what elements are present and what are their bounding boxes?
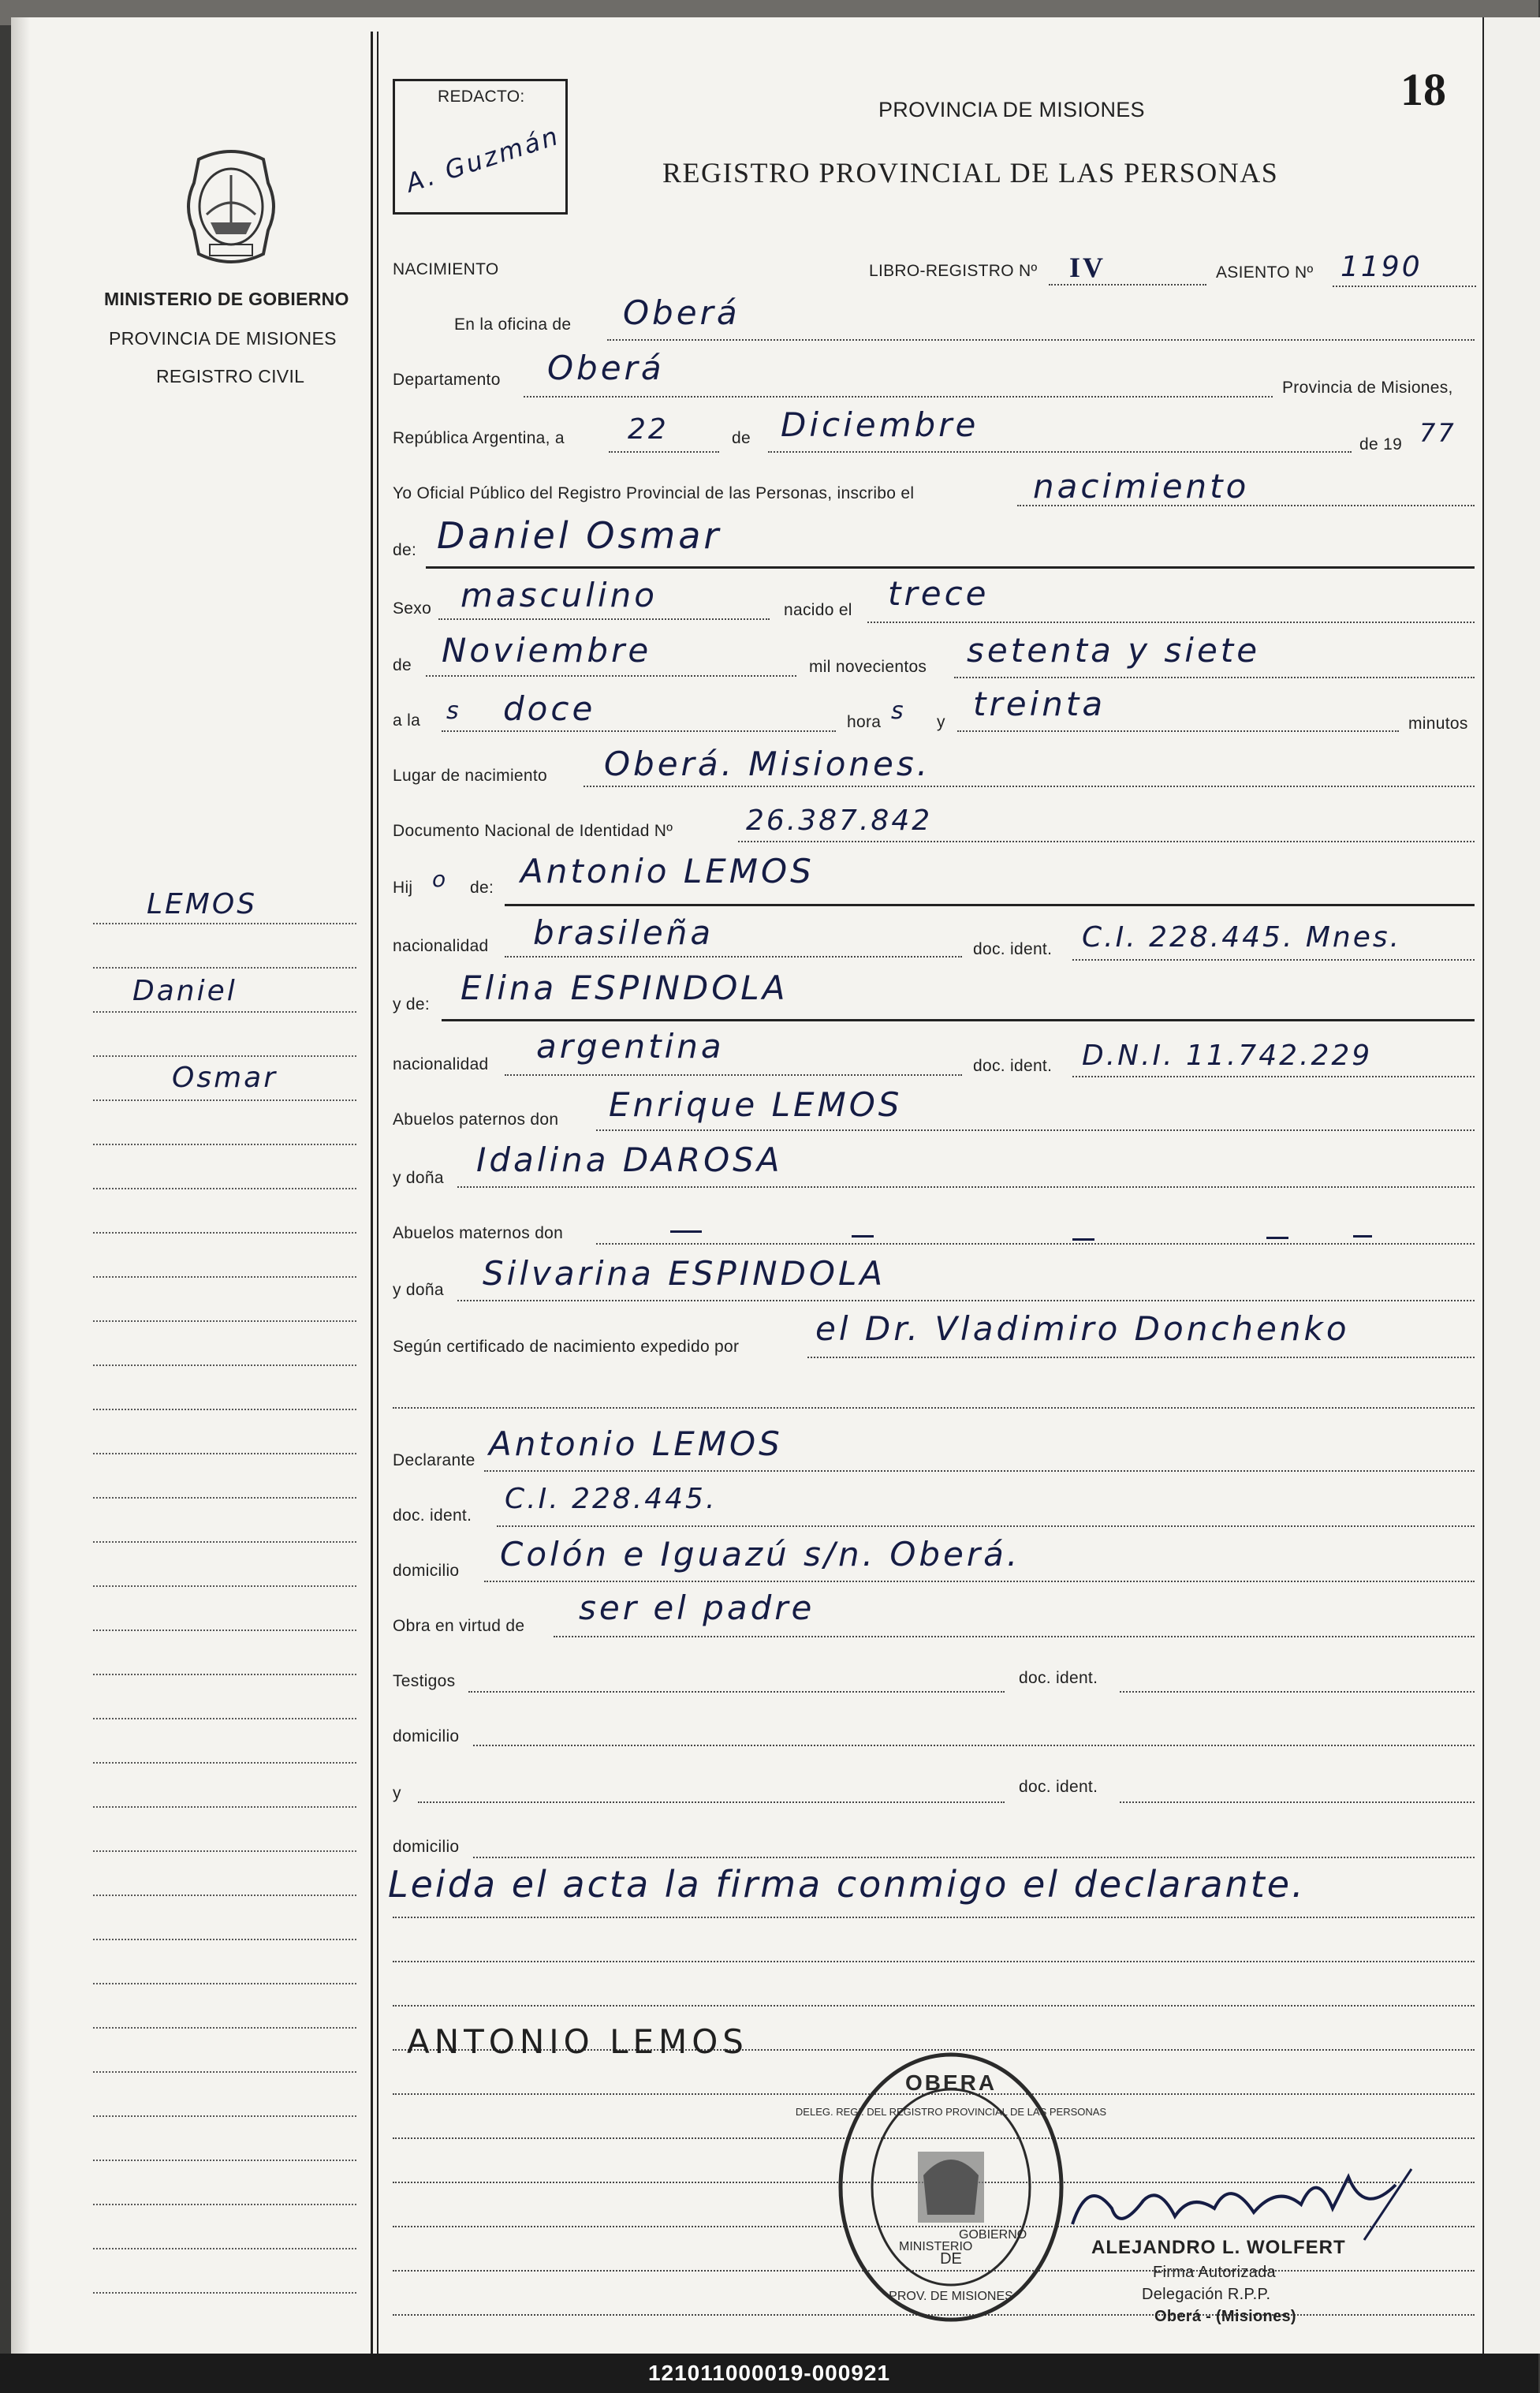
stamp-right-text: GOBIERNO	[959, 2228, 1027, 2242]
margin-ruled-line	[93, 1055, 356, 1057]
label-declarante: Declarante	[393, 1451, 475, 1469]
header-province: PROVINCIA DE MISIONES	[878, 98, 1145, 121]
official-stamp-icon	[795, 2049, 1107, 2325]
signature-name: ALEJANDRO L. WOLFERT	[1091, 2237, 1346, 2258]
stamp-top-text: OBERA	[904, 2070, 997, 2095]
ruled-line	[393, 2005, 1475, 2007]
value-abuelo-paterno: Enrique LEMOS	[609, 1085, 903, 1124]
dash-mark	[1266, 1237, 1288, 1239]
label-minutos: minutos	[1408, 715, 1468, 733]
dash-mark	[1072, 1238, 1094, 1241]
label-doc-madre: doc. ident.	[973, 1057, 1053, 1075]
margin-ruled-line	[93, 967, 356, 969]
value-lugar: Oberá. Misiones.	[604, 745, 931, 783]
dash-mark	[852, 1235, 874, 1238]
dash-mark	[670, 1230, 702, 1233]
document-id-footer: 121011000019-000921	[0, 2354, 1538, 2393]
label-obra: Obra en virtud de	[393, 1617, 525, 1635]
value-year: 77	[1419, 418, 1456, 448]
value-abuela-paterna: Idalina DAROSA	[476, 1141, 783, 1179]
label-oficina: En la oficina de	[454, 315, 572, 334]
margin-middle-name: Osmar	[172, 1062, 278, 1094]
label-y-de: y de:	[393, 995, 431, 1014]
value-horas-suffix: s	[891, 697, 906, 725]
page-number: 18	[1400, 64, 1446, 115]
value-a-la-suffix: s	[446, 697, 461, 725]
margin-ruled-line	[93, 2160, 356, 2161]
value-oficina: Oberá	[623, 293, 740, 332]
margin-given-name: Daniel	[132, 975, 237, 1007]
value-asiento: 1190	[1341, 251, 1423, 283]
label-de: de	[732, 429, 751, 447]
margin-divider	[371, 32, 373, 2354]
value-libro: IV	[1069, 252, 1106, 283]
signature-line2: Firma Autorizada	[1153, 2264, 1276, 2281]
signature-line3: Delegación R.P.P.	[1142, 2286, 1271, 2303]
value-abuela-materna: Silvarina ESPINDOLA	[483, 1254, 886, 1293]
margin-ruled-line	[93, 1630, 356, 1631]
margin-ruled-line	[93, 1099, 356, 1101]
margin-divider-inner	[377, 32, 378, 2354]
value-nacionalidad-padre: brasileña	[533, 913, 714, 952]
redacto-label: REDACTO:	[438, 88, 525, 106]
margin-ruled-line	[93, 1232, 356, 1234]
label-oficial: Yo Oficial Público del Registro Provincial de las Personas, inscribo el	[393, 484, 915, 502]
margin-ruled-line	[93, 1497, 356, 1499]
margin-ruled-line	[93, 1144, 356, 1145]
value-mes: Diciembre	[781, 405, 979, 444]
ministry-line1: MINISTERIO DE GOBIERNO	[104, 289, 349, 309]
ruled-line	[393, 1961, 1475, 1962]
margin-ruled-line	[93, 1850, 356, 1852]
next-page-edge	[1482, 17, 1540, 2354]
label-mil-novecientos: mil novecientos	[809, 658, 927, 676]
margin-ruled-line	[93, 1320, 356, 1322]
value-minutos: treinta	[973, 685, 1106, 723]
label-sexo: Sexo	[393, 599, 432, 618]
label-lugar: Lugar de nacimiento	[393, 767, 547, 785]
value-padre: Antonio LEMOS	[520, 852, 815, 890]
margin-ruled-line	[93, 1453, 356, 1454]
label-dni: Documento Nacional de Identidad Nº	[393, 822, 673, 840]
provincial-emblem-icon	[175, 144, 287, 270]
value-certificado: el Dr. Vladimiro Donchenko	[815, 1309, 1350, 1348]
signature-line4: Oberá - (Misiones)	[1154, 2308, 1296, 2325]
margin-ruled-line	[93, 1188, 356, 1189]
label-asiento: ASIENTO Nº	[1216, 263, 1314, 282]
stamp-ring-text: DELEG. REGI. DEL REGISTRO PROVINCIAL DE LAS PERSONAS	[795, 2106, 1107, 2118]
margin-ruled-line	[93, 1541, 356, 1543]
margin-ruled-line	[93, 1585, 356, 1587]
label-nacionalidad-padre: nacionalidad	[393, 937, 489, 955]
margin-ruled-line	[93, 2204, 356, 2205]
label-provincia-misiones: Provincia de Misiones,	[1282, 379, 1453, 397]
value-madre: Elina ESPINDOLA	[461, 969, 789, 1007]
margin-ruled-line	[93, 1011, 356, 1013]
margin-ruled-line	[93, 1983, 356, 1984]
margin-ruled-line	[93, 923, 356, 924]
value-nacionalidad-madre: argentina	[536, 1027, 725, 1066]
label-nacionalidad-madre: nacionalidad	[393, 1055, 489, 1073]
value-oficial: nacimiento	[1033, 467, 1250, 506]
margin-ruled-line	[93, 1276, 356, 1278]
label-abuelos-maternos: Abuelos maternos don	[393, 1224, 564, 1242]
value-dia: 22	[628, 413, 669, 446]
value-nombre: Daniel Osmar	[437, 514, 722, 557]
value-anio-nacimiento: setenta y siete	[967, 631, 1261, 670]
margin-ruled-line	[93, 1364, 356, 1366]
stamp-de-text: DE	[940, 2250, 962, 2268]
label-testigo2-y: y	[393, 1784, 401, 1802]
value-domicilio: Colón e Iguazú s/n. Oberá.	[500, 1535, 1021, 1574]
margin-surname: LEMOS	[147, 888, 258, 920]
label-testigo1-domicilio: domicilio	[393, 1727, 460, 1745]
margin-ruled-line	[93, 1674, 356, 1675]
label-testigo1-doc: doc. ident.	[1019, 1669, 1098, 1687]
margin-ruled-line	[93, 1718, 356, 1719]
label-hijo-de: de:	[470, 879, 494, 897]
margin-ruled-line	[93, 2115, 356, 2117]
redacto-box	[393, 79, 568, 215]
label-testigo2-doc: doc. ident.	[1019, 1778, 1098, 1796]
label-nacido: nacido el	[784, 601, 852, 619]
margin-ruled-line	[93, 1939, 356, 1940]
value-declarante: Antonio LEMOS	[489, 1424, 783, 1463]
value-doc-madre: D.N.I. 11.742.229	[1082, 1040, 1373, 1072]
margin-ruled-line	[93, 1762, 356, 1764]
margin-ruled-line	[93, 2248, 356, 2249]
label-departamento: Departamento	[393, 371, 501, 389]
margin-ruled-line	[93, 2027, 356, 2029]
value-nacido: trece	[888, 574, 990, 613]
label-year: de 19	[1359, 435, 1403, 454]
ruled-line	[393, 1917, 1475, 1918]
margin-ruled-line	[93, 1409, 356, 1410]
label-testigos: Testigos	[393, 1672, 456, 1690]
label-de-colon: de:	[393, 541, 417, 559]
label-libro: LIBRO-REGISTRO Nº	[869, 262, 1038, 280]
value-dni: 26.387.842	[746, 805, 933, 837]
dash-mark	[1353, 1235, 1372, 1238]
label-de-mes: de	[393, 656, 412, 674]
label-republica: República Argentina, a	[393, 429, 565, 447]
value-hijo-suffix: o	[432, 866, 449, 892]
declarant-signature: ANTONIO LEMOS	[407, 2022, 748, 2061]
stamp-left-text: MINISTERIO	[899, 2240, 973, 2253]
ministry-line3: REGISTRO CIVIL	[156, 366, 305, 386]
label-testigo2-domicilio: domicilio	[393, 1838, 460, 1856]
label-nacimiento: NACIMIENTO	[393, 260, 499, 278]
value-sexo: masculino	[461, 576, 658, 614]
page-spine	[11, 17, 30, 2354]
value-mes-nacimiento: Noviembre	[442, 631, 652, 670]
label-hijo: Hij	[393, 879, 413, 897]
stamp-bottom-text: PROV. DE MISIONES	[889, 2290, 1013, 2303]
label-certificado: Según certificado de nacimiento expedido por	[393, 1338, 740, 1356]
label-doc-padre: doc. ident.	[973, 940, 1053, 958]
value-decl-doc: C.I. 228.445.	[505, 1483, 718, 1515]
margin-ruled-line	[93, 2071, 356, 2073]
redacto-signature: A. Guzmán	[402, 120, 564, 199]
official-signature-icon	[1065, 2161, 1443, 2248]
value-leida-acta: Leida el acta la firma conmigo el declarante.	[388, 1863, 1306, 1906]
value-obra: ser el padre	[579, 1588, 815, 1627]
label-y: y	[937, 713, 945, 731]
label-y-dona-materna: y doña	[393, 1281, 444, 1299]
value-departamento: Oberá	[547, 349, 665, 387]
label-domicilio: domicilio	[393, 1562, 460, 1580]
margin-ruled-line	[93, 2292, 356, 2294]
label-a-la: a la	[393, 711, 421, 730]
label-y-dona-paterna: y doña	[393, 1169, 444, 1187]
ministry-line2: PROVINCIA DE MISIONES	[109, 328, 337, 349]
value-doc-padre: C.I. 228.445. Mnes.	[1082, 921, 1402, 954]
label-horas: hora	[847, 713, 882, 731]
label-abuelos-paternos: Abuelos paternos don	[393, 1111, 559, 1129]
value-hora: doce	[503, 689, 596, 728]
header-registry: REGISTRO PROVINCIAL DE LAS PERSONAS	[662, 157, 1279, 189]
margin-ruled-line	[93, 1895, 356, 1896]
label-decl-doc: doc. ident.	[393, 1506, 472, 1525]
margin-ruled-line	[93, 1806, 356, 1808]
